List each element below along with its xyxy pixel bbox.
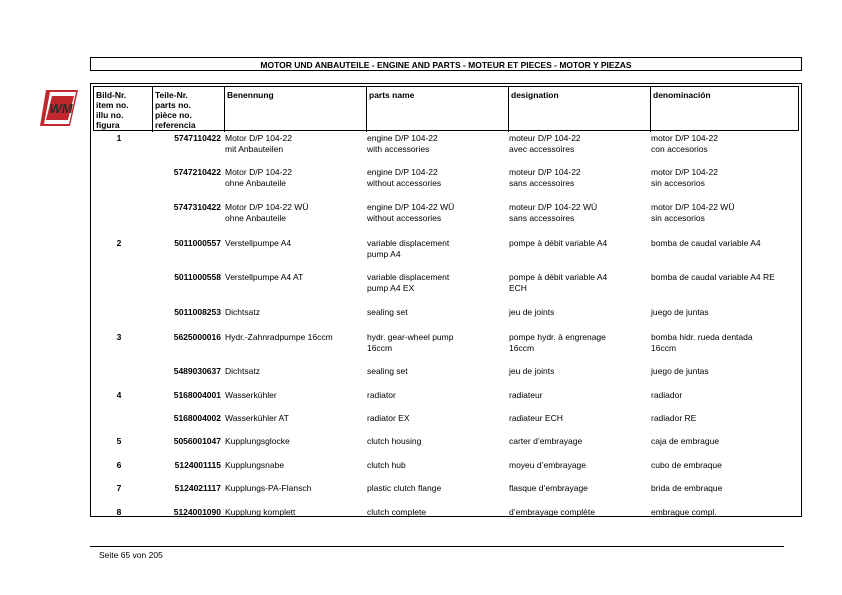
cell-parts: variable displacement pump A4 EX <box>367 272 450 293</box>
cell-bild: 3 <box>116 332 122 342</box>
cell-designation: pompe à débit variable A4 <box>509 238 608 248</box>
cell-teile: 5011000558 <box>174 272 221 282</box>
header-denominacion: denominación <box>653 90 711 100</box>
cell-teile: 5124001090 <box>173 507 221 517</box>
cell-designation: d’embrayage complète <box>509 507 595 517</box>
cell-denominacion: juego de juntas <box>651 307 709 317</box>
cell-parts: clutch housing <box>367 436 422 446</box>
header-teile: Teile-Nr. parts no. pièce no. referencia <box>155 90 196 130</box>
cell-parts: plastic clutch flange <box>367 483 442 493</box>
cell-teile: 5124001115 <box>174 460 221 470</box>
cell-designation: flasque d’embrayage <box>509 483 588 493</box>
cell-denominacion: cubo de embraque <box>651 460 722 470</box>
cell-bild: 8 <box>116 507 122 517</box>
cell-parts: engine D/P 104-22 WÜ without accessories <box>367 202 455 223</box>
cell-benennung: Kupplungsnabe <box>225 460 285 470</box>
cell-denominacion: motor D/P 104-22 sin accesorios <box>651 167 718 188</box>
cell-teile: 5747210422 <box>173 167 221 177</box>
cell-teile: 5168004001 <box>173 390 221 400</box>
cell-teile: 5747310422 <box>173 202 221 212</box>
cell-teile: 5489030637 <box>173 366 221 376</box>
cell-bild: 2 <box>116 238 122 248</box>
logo-text: WM <box>49 101 73 116</box>
cell-parts: sealing set <box>367 366 408 376</box>
cell-denominacion: motor D/P 104-22 WÜ sin accesorios <box>651 202 735 223</box>
cell-benennung: Wasserkühler <box>225 390 277 400</box>
cell-benennung: Dichtsatz <box>225 307 260 317</box>
page-title: MOTOR UND ANBAUTEILE - ENGINE AND PARTS - MOTEUR ET PIECES - MOTOR Y PIEZAS <box>90 57 802 71</box>
cell-benennung: Verstellpumpe A4 AT <box>225 272 304 282</box>
cell-benennung: Kupplungs-PA-Flansch <box>225 483 312 493</box>
cell-denominacion: motor D/P 104-22 con accesorios <box>651 133 718 154</box>
cell-benennung: Verstellpumpe A4 <box>225 238 292 248</box>
cell-teile: 5011008253 <box>174 307 221 317</box>
cell-denominacion: bomba hidr. rueda dentada 16ccm <box>651 332 753 353</box>
footer-divider <box>90 546 784 547</box>
cell-denominacion: brida de embraque <box>651 483 723 493</box>
cell-bild: 5 <box>116 436 122 446</box>
cell-benennung: Motor D/P 104-22 WÜ ohne Anbauteile <box>225 202 309 223</box>
cell-benennung: Hydr.-Zahnradpumpe 16ccm <box>225 332 333 342</box>
cell-designation: pompe hydr. à engrenage 16ccm <box>509 332 606 353</box>
header-parts-name: parts name <box>369 90 415 100</box>
cell-designation: moteur D/P 104-22 sans accessoires <box>509 167 581 188</box>
cell-denominacion: juego de juntas <box>651 366 709 376</box>
cell-bild: 4 <box>116 390 122 400</box>
cell-denominacion: radiador <box>651 390 683 400</box>
cell-teile: 5747110422 <box>174 133 221 143</box>
cell-designation: jeu de joints <box>509 366 555 376</box>
header-designation: designation <box>511 90 559 100</box>
cell-benennung: Kupplung komplett <box>225 507 296 517</box>
cell-designation: moteur D/P 104-22 WÜ sans accessoires <box>509 202 598 223</box>
cell-denominacion: embrague compl. <box>651 507 717 517</box>
cell-benennung: Kupplungsglocke <box>225 436 290 446</box>
cell-parts: radiator EX <box>367 413 410 423</box>
cell-denominacion: bomba de caudal variable A4 <box>651 238 761 248</box>
cell-denominacion: bomba de caudal variable A4 RE <box>651 272 775 282</box>
cell-teile: 5168004002 <box>173 413 221 423</box>
cell-parts: variable displacement pump A4 <box>367 238 450 259</box>
cell-teile: 5124021117 <box>174 483 221 493</box>
cell-benennung: Dichtsatz <box>225 366 260 376</box>
cell-designation: radiateur ECH <box>509 413 563 423</box>
cell-parts: clutch hub <box>367 460 406 470</box>
cell-parts: clutch complete <box>367 507 427 517</box>
cell-parts: radiator <box>367 390 396 400</box>
cell-designation: moyeu d’embrayage <box>509 460 587 470</box>
cell-teile: 5011000557 <box>174 238 221 248</box>
cell-benennung: Motor D/P 104-22 ohne Anbauteile <box>225 167 292 188</box>
parts-table <box>90 83 802 517</box>
cell-designation: carter d’embrayage <box>509 436 583 446</box>
cell-designation: pompe à débit variable A4 ECH <box>509 272 608 293</box>
cell-designation: radiateur <box>509 390 543 400</box>
cell-benennung: Wasserkühler AT <box>225 413 289 423</box>
cell-parts: engine D/P 104-22 without accessories <box>367 167 442 188</box>
cell-parts: hydr. gear-wheel pump 16ccm <box>367 332 454 353</box>
cell-bild: 7 <box>116 483 122 493</box>
cell-parts: sealing set <box>367 307 408 317</box>
page-footer: Seite 65 von 205 <box>99 550 163 560</box>
cell-designation: jeu de joints <box>509 307 555 317</box>
cell-bild: 6 <box>116 460 122 470</box>
cell-denominacion: caja de embrague <box>651 436 720 446</box>
header-bild: Bild-Nr. item no. illu no. figura <box>96 90 129 130</box>
cell-designation: moteur D/P 104-22 avec accessoires <box>509 133 581 154</box>
wm-logo <box>40 86 84 130</box>
cell-benennung: Motor D/P 104-22 mit Anbauteilen <box>225 133 292 154</box>
table-header <box>93 86 799 131</box>
cell-bild: 1 <box>116 133 122 143</box>
cell-denominacion: radiador RE <box>651 413 697 423</box>
cell-parts: engine D/P 104-22 with accessories <box>367 133 438 154</box>
cell-teile: 5625000016 <box>173 332 221 342</box>
header-benennung: Benennung <box>227 90 274 100</box>
cell-teile: 5056001047 <box>173 436 221 446</box>
